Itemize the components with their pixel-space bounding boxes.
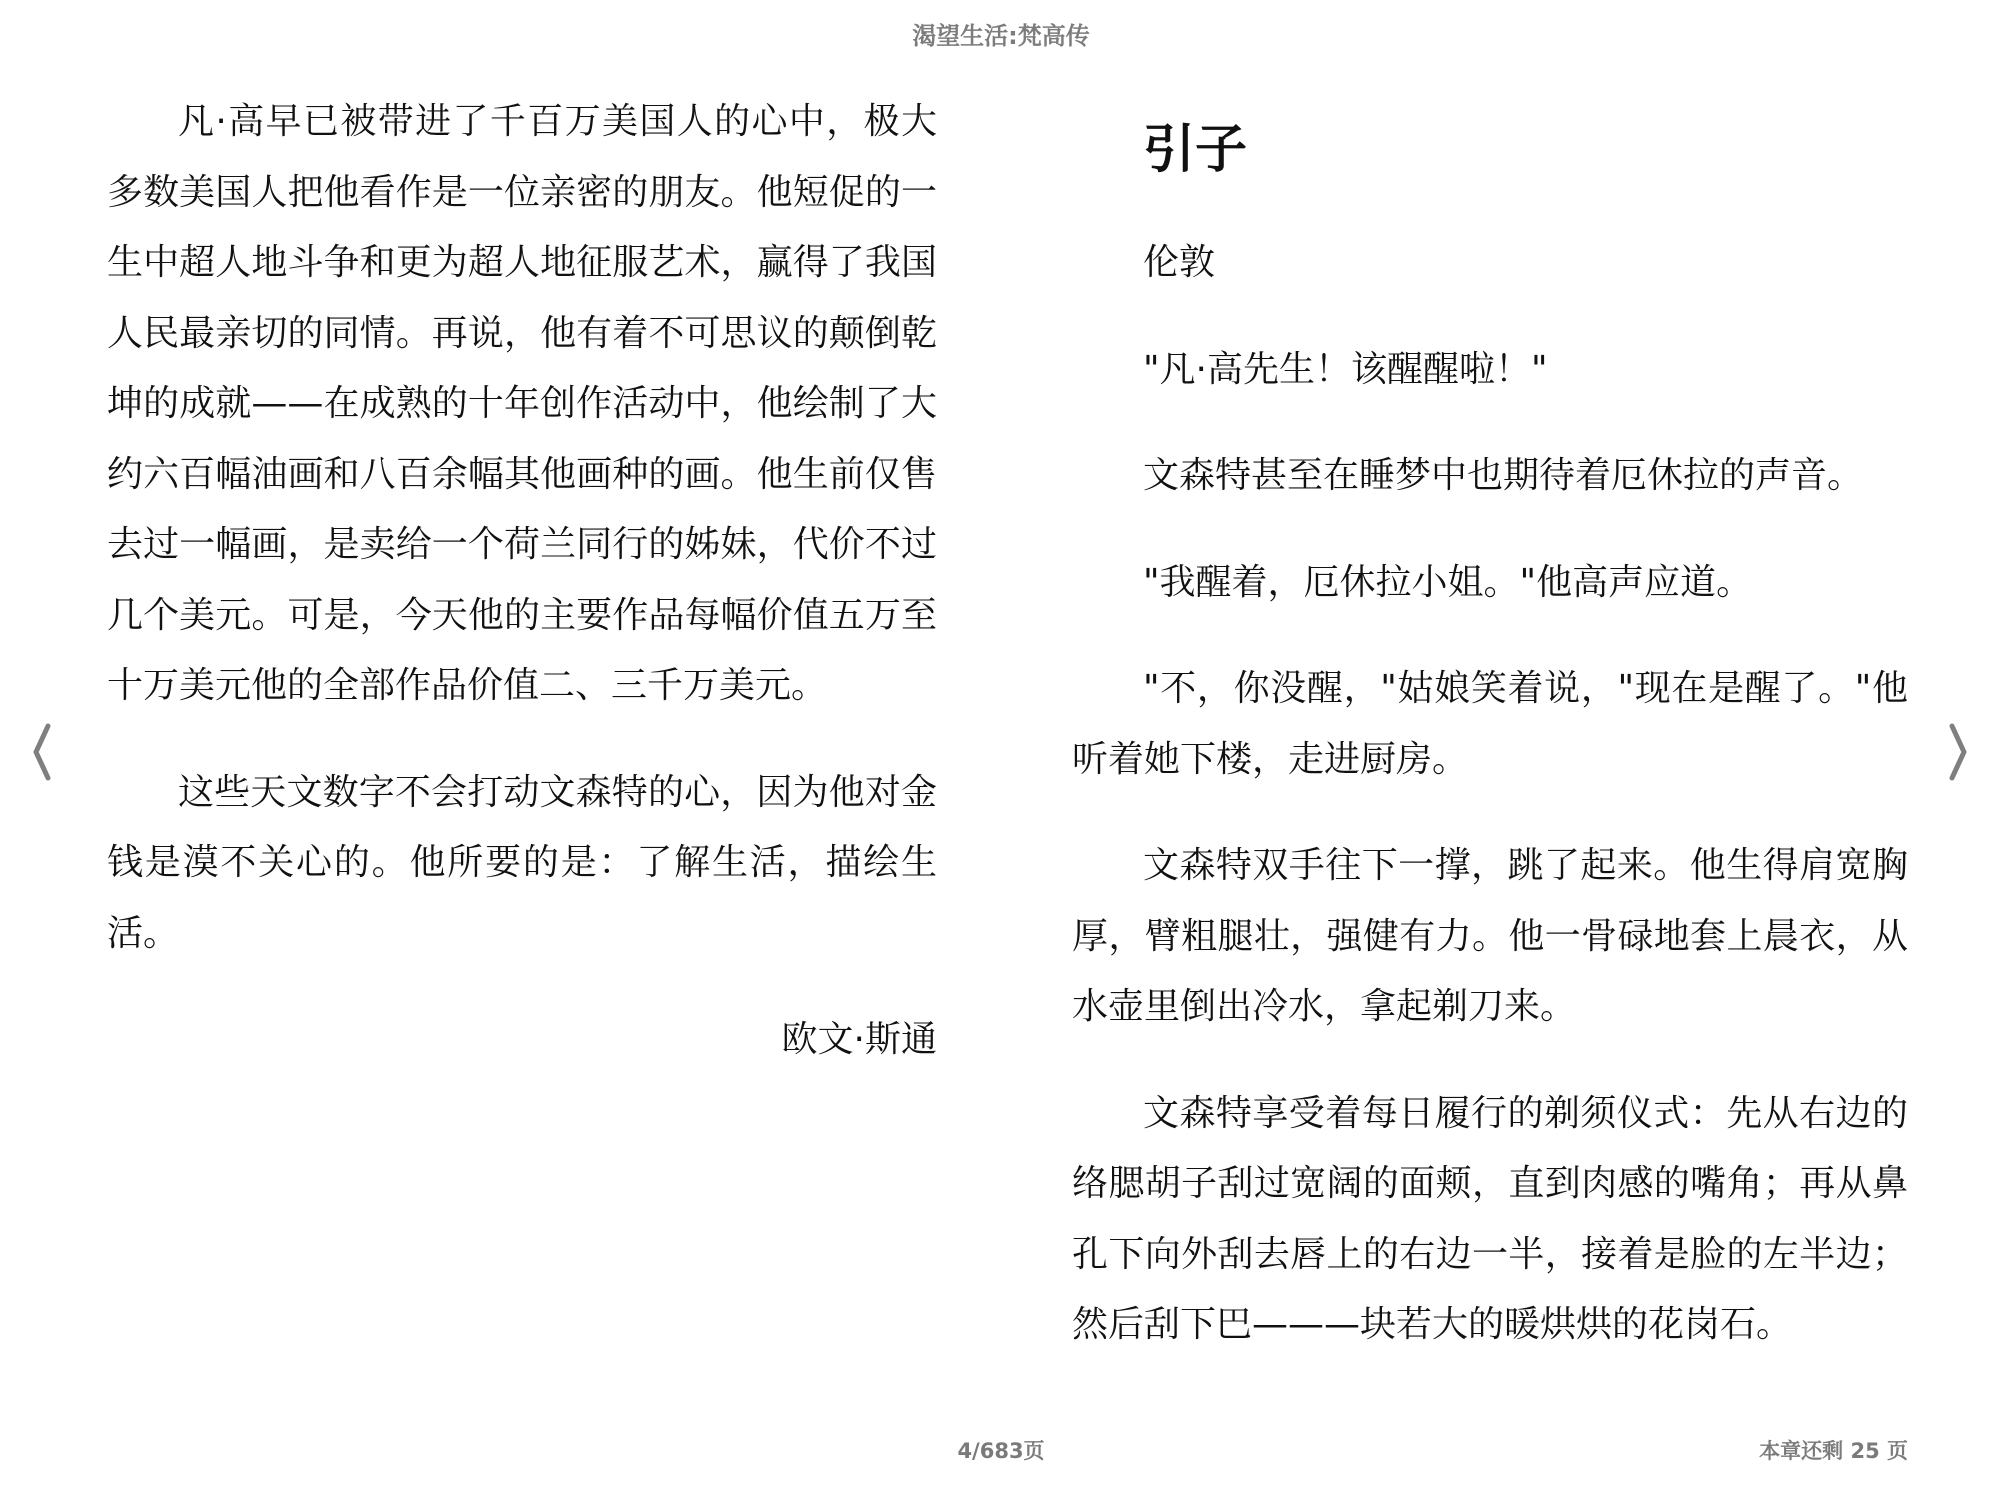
- text-line: 凡·高早已被带进了千百万美国人的心中，极大: [178, 101, 937, 142]
- text-line: 水壶里倒出冷水，拿起剃刀来。: [1072, 986, 1577, 1027]
- previous-page-button[interactable]: [22, 722, 62, 782]
- text-line: 孔下向外刮去唇上的右边一半，接着是脸的左半边；: [1072, 1233, 1908, 1275]
- text-line: 活。: [107, 912, 180, 954]
- paragraph: [1072, 1079, 1908, 1361]
- text-line: 文森特享受着每日履行的剃须仪式：先从右边的: [1143, 1092, 1908, 1134]
- text-line: 文森特甚至在睡梦中也期待着厄休拉的声音。: [1143, 455, 1864, 496]
- signature-text: 欧文·斯通: [781, 1019, 937, 1060]
- paragraph: [1072, 228, 1908, 299]
- chapter-title: 引子: [1143, 120, 1248, 180]
- paragraph: [1072, 548, 1908, 619]
- right-page: [1072, 118, 1908, 1397]
- text-line: 几个美元。可是，今天他的主要作品每幅价值五万至: [107, 594, 937, 636]
- text-line: 去过一幅画，是卖给一个荷兰同行的姊妹，代价不过: [107, 524, 937, 565]
- page-indicator: 4/683页: [957, 1439, 1045, 1463]
- book-title: 渴望生活:梵高传: [912, 22, 1090, 50]
- author-signature: [107, 1005, 937, 1076]
- text-line: 多数美国人把他看作是一位亲密的朋友。他短促的一: [107, 171, 937, 213]
- text-line: 络腮胡子刮过宽阔的面颊，直到肉感的嘴角；再从鼻: [1072, 1163, 1908, 1204]
- next-page-button[interactable]: [1940, 722, 1980, 782]
- paragraph: [107, 758, 937, 970]
- text-line: 十万美元他的全部作品价值二、三千万美元。: [107, 665, 828, 706]
- paragraph: [1072, 654, 1908, 795]
- text-line: 约六百幅油画和八百余幅其他画种的画。他生前仅售: [107, 453, 937, 495]
- text-line: "我醒着，厄休拉小姐。"他高声应道。: [1143, 561, 1753, 603]
- text-line: "不，你没醒，"姑娘笑着说，"现在是醒了。"他: [1143, 668, 1908, 709]
- paragraph: [1072, 335, 1908, 406]
- text-line: 然后刮下巴———块若大的暖烘烘的花岗石。: [1072, 1304, 1793, 1345]
- chevron-right-icon: [1940, 722, 1980, 782]
- text-line: 文森特双手往下一撑，跳了起来。他生得肩宽胸: [1143, 845, 1908, 886]
- text-line: "凡·高先生！该醒醒啦！": [1143, 348, 1548, 390]
- text-line: 坤的成就——在成熟的十年创作活动中，他绘制了大: [107, 383, 937, 424]
- text-line: 这些天文数字不会打动文森特的心，因为他对金: [178, 771, 937, 813]
- text-line: 听着她下楼，走进厨房。: [1072, 738, 1469, 780]
- paragraph: [107, 87, 937, 722]
- text-line: 生中超人地斗争和更为超人地征服艺术，赢得了我国: [107, 242, 937, 283]
- text-line: 人民最亲切的同情。再说，他有着不可思议的颠倒乾: [107, 312, 937, 354]
- text-line: 厚，臂粗腿壮，强健有力。他一骨碌地套上晨衣，从: [1072, 915, 1908, 957]
- paragraph: [1072, 831, 1908, 1043]
- left-page: [107, 87, 937, 1112]
- chapter-remaining-pages: 本章还剩 25 页: [1759, 1439, 1908, 1463]
- text-line: 钱是漠不关心的。他所要的是：了解生活，描绘生: [107, 842, 937, 883]
- chevron-left-icon: [22, 722, 62, 782]
- paragraph: [1072, 441, 1908, 512]
- text-line: 伦敦: [1143, 242, 1216, 283]
